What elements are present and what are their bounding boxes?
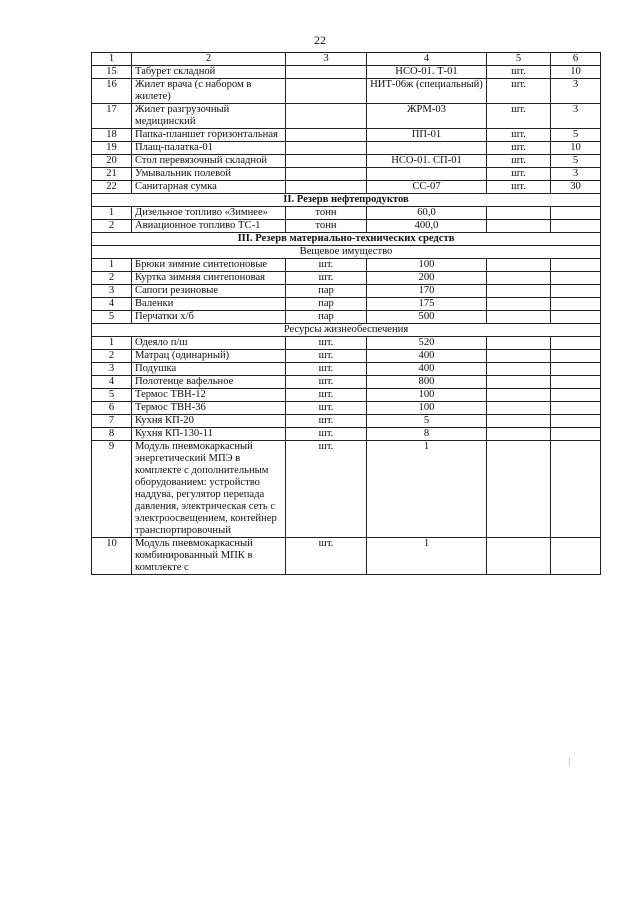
item-name: Термос ТВН-36: [132, 402, 286, 415]
quantity-cell: [551, 298, 601, 311]
table-row: [92, 337, 601, 350]
row-number: 1: [92, 259, 132, 272]
table-row: [92, 168, 601, 181]
model-or-amount-cell: 520: [367, 337, 487, 350]
section-heading-row: [92, 194, 601, 207]
quantity-cell: [551, 538, 601, 575]
model-or-amount-cell: 1: [367, 538, 487, 575]
unit-of-measure-cell: [487, 272, 551, 285]
item-name: Модуль пневмокаркасный энергетический МПЭ в комплекте с дополнительным оборудованием: устройство наддува, регулятор перепада давления, электрическая сеть с электроосвещением, контейнер транспортировочный: [132, 441, 286, 538]
unit-of-measure-cell: [487, 298, 551, 311]
model-or-amount-cell: 1: [367, 441, 487, 538]
header-cell: 4: [367, 53, 487, 66]
item-name: Плащ-палатка-01: [132, 142, 286, 155]
unit-cell: шт.: [286, 538, 367, 575]
unit-cell: шт.: [286, 259, 367, 272]
item-name: Табурет складной: [132, 66, 286, 79]
table-row: [92, 142, 601, 155]
unit-of-measure-cell: [487, 538, 551, 575]
quantity-cell: 10: [551, 66, 601, 79]
quantity-cell: 10: [551, 142, 601, 155]
quantity-cell: [551, 220, 601, 233]
model-or-amount-cell: [367, 142, 487, 155]
unit-of-measure-cell: [487, 441, 551, 538]
table-row: [92, 285, 601, 298]
unit-cell: пар: [286, 298, 367, 311]
table-row: [92, 363, 601, 376]
model-or-amount-cell: 400: [367, 350, 487, 363]
row-number: 18: [92, 129, 132, 142]
row-number: 8: [92, 428, 132, 441]
unit-cell: шт.: [286, 272, 367, 285]
model-or-amount-cell: 60,0: [367, 207, 487, 220]
unit-of-measure-cell: шт.: [487, 142, 551, 155]
quantity-cell: 3: [551, 168, 601, 181]
quantity-cell: [551, 402, 601, 415]
table-row: [92, 538, 601, 575]
unit-of-measure-cell: [487, 337, 551, 350]
unit-of-measure-cell: [487, 220, 551, 233]
unit-cell: шт.: [286, 428, 367, 441]
row-number: 17: [92, 104, 132, 129]
model-or-amount-cell: ЖРМ-03: [367, 104, 487, 129]
unit-of-measure-cell: шт.: [487, 181, 551, 194]
item-name: Брюки зимние синтепоновые: [132, 259, 286, 272]
unit-of-measure-cell: [487, 402, 551, 415]
unit-cell: шт.: [286, 415, 367, 428]
unit-of-measure-cell: [487, 415, 551, 428]
row-number: 1: [92, 337, 132, 350]
unit-cell: тонн: [286, 207, 367, 220]
model-or-amount-cell: 400,0: [367, 220, 487, 233]
row-number: 3: [92, 363, 132, 376]
row-number: 5: [92, 389, 132, 402]
model-or-amount-cell: 5: [367, 415, 487, 428]
item-name: Куртка зимняя синтепоновая: [132, 272, 286, 285]
table-row: [92, 155, 601, 168]
row-number: 4: [92, 298, 132, 311]
row-number: 6: [92, 402, 132, 415]
item-name: Перчатки х/б: [132, 311, 286, 324]
quantity-cell: [551, 207, 601, 220]
header-cell: 2: [132, 53, 286, 66]
item-name: Одеяло п/ш: [132, 337, 286, 350]
subsection-heading-row: [92, 246, 601, 259]
quantity-cell: 3: [551, 104, 601, 129]
quantity-cell: 3: [551, 79, 601, 104]
row-number: 2: [92, 220, 132, 233]
item-name: Умывальник полевой: [132, 168, 286, 181]
unit-cell: [286, 181, 367, 194]
unit-of-measure-cell: [487, 350, 551, 363]
table-row: [92, 129, 601, 142]
row-number: 22: [92, 181, 132, 194]
unit-cell: [286, 129, 367, 142]
unit-of-measure-cell: [487, 363, 551, 376]
quantity-cell: [551, 376, 601, 389]
model-or-amount-cell: СС-07: [367, 181, 487, 194]
unit-cell: шт.: [286, 389, 367, 402]
item-name: Термос ТВН-12: [132, 389, 286, 402]
row-number: 7: [92, 415, 132, 428]
quantity-cell: [551, 389, 601, 402]
table-row: [92, 350, 601, 363]
equipment-table: [91, 52, 601, 575]
item-name: Полотенце вафельное: [132, 376, 286, 389]
page-number: 22: [314, 33, 326, 47]
table-row: [92, 259, 601, 272]
unit-cell: пар: [286, 285, 367, 298]
item-name: Модуль пневмокаркасный комбинированный МПК в комплекте с: [132, 538, 286, 575]
unit-cell: пар: [286, 311, 367, 324]
table-row: [92, 389, 601, 402]
unit-of-measure-cell: шт.: [487, 66, 551, 79]
row-number: 1: [92, 207, 132, 220]
unit-of-measure-cell: [487, 311, 551, 324]
unit-cell: шт.: [286, 402, 367, 415]
unit-cell: шт.: [286, 441, 367, 538]
table-row: [92, 441, 601, 538]
scan-mark: ⁝: [568, 757, 571, 767]
model-or-amount-cell: 170: [367, 285, 487, 298]
quantity-cell: [551, 259, 601, 272]
item-name: Матрац (одинарный): [132, 350, 286, 363]
unit-of-measure-cell: шт.: [487, 104, 551, 129]
row-number: 9: [92, 441, 132, 538]
header-row: [92, 53, 601, 66]
item-name: Кухня КП-130-11: [132, 428, 286, 441]
quantity-cell: [551, 363, 601, 376]
subsection-heading: Вещевое имущество: [92, 246, 601, 259]
table-body: [92, 66, 601, 575]
row-number: 2: [92, 272, 132, 285]
unit-cell: [286, 155, 367, 168]
row-number: 16: [92, 79, 132, 104]
item-name: Жилет врача (с набором в жилете): [132, 79, 286, 104]
model-or-amount-cell: [367, 168, 487, 181]
unit-cell: [286, 104, 367, 129]
unit-cell: шт.: [286, 337, 367, 350]
unit-cell: [286, 79, 367, 104]
unit-cell: шт.: [286, 363, 367, 376]
table-row: [92, 79, 601, 104]
model-or-amount-cell: НИТ-06ж (специальный): [367, 79, 487, 104]
quantity-cell: [551, 415, 601, 428]
table-row: [92, 415, 601, 428]
model-or-amount-cell: 8: [367, 428, 487, 441]
quantity-cell: [551, 285, 601, 298]
quantity-cell: [551, 272, 601, 285]
header-cell: 5: [487, 53, 551, 66]
unit-cell: шт.: [286, 376, 367, 389]
unit-of-measure-cell: шт.: [487, 79, 551, 104]
row-number: 10: [92, 538, 132, 575]
model-or-amount-cell: 800: [367, 376, 487, 389]
item-name: Авиационное топливо ТС-1: [132, 220, 286, 233]
table-row: [92, 220, 601, 233]
unit-of-measure-cell: [487, 389, 551, 402]
model-or-amount-cell: НСО-01. СП-01: [367, 155, 487, 168]
unit-of-measure-cell: [487, 428, 551, 441]
model-or-amount-cell: НСО-01. Т-01: [367, 66, 487, 79]
item-name: Дизельное топливо «Зимнее»: [132, 207, 286, 220]
table-row: [92, 207, 601, 220]
model-or-amount-cell: 200: [367, 272, 487, 285]
model-or-amount-cell: ПП-01: [367, 129, 487, 142]
item-name: Сапоги резиновые: [132, 285, 286, 298]
quantity-cell: 5: [551, 129, 601, 142]
row-number: 21: [92, 168, 132, 181]
unit-cell: [286, 66, 367, 79]
quantity-cell: [551, 441, 601, 538]
unit-cell: [286, 168, 367, 181]
unit-of-measure-cell: [487, 259, 551, 272]
quantity-cell: 30: [551, 181, 601, 194]
unit-of-measure-cell: шт.: [487, 168, 551, 181]
row-number: 4: [92, 376, 132, 389]
model-or-amount-cell: 100: [367, 389, 487, 402]
quantity-cell: 5: [551, 155, 601, 168]
table-row: [92, 298, 601, 311]
quantity-cell: [551, 350, 601, 363]
table-row: [92, 181, 601, 194]
table-row: [92, 104, 601, 129]
quantity-cell: [551, 337, 601, 350]
header-cell: 1: [92, 53, 132, 66]
section-heading: III. Резерв материально-технических средств: [92, 233, 601, 246]
table-row: [92, 402, 601, 415]
header-cell: 3: [286, 53, 367, 66]
unit-cell: тонн: [286, 220, 367, 233]
model-or-amount-cell: 100: [367, 259, 487, 272]
item-name: Кухня КП-20: [132, 415, 286, 428]
unit-of-measure-cell: шт.: [487, 129, 551, 142]
section-heading: II. Резерв нефтепродуктов: [92, 194, 601, 207]
row-number: 15: [92, 66, 132, 79]
subsection-heading: Ресурсы жизнеобеспечения: [92, 324, 601, 337]
table-row: [92, 272, 601, 285]
unit-cell: [286, 142, 367, 155]
item-name: Жилет разгрузочный медицинский: [132, 104, 286, 129]
unit-of-measure-cell: [487, 285, 551, 298]
model-or-amount-cell: 100: [367, 402, 487, 415]
row-number: 2: [92, 350, 132, 363]
model-or-amount-cell: 175: [367, 298, 487, 311]
unit-of-measure-cell: [487, 207, 551, 220]
unit-of-measure-cell: [487, 376, 551, 389]
row-number: 5: [92, 311, 132, 324]
header-cell: 6: [551, 53, 601, 66]
quantity-cell: [551, 311, 601, 324]
subsection-heading-row: [92, 324, 601, 337]
item-name: Подушка: [132, 363, 286, 376]
row-number: 3: [92, 285, 132, 298]
table-row: [92, 376, 601, 389]
item-name: Санитарная сумка: [132, 181, 286, 194]
item-name: Стол перевязочный складной: [132, 155, 286, 168]
table-row: [92, 66, 601, 79]
unit-of-measure-cell: шт.: [487, 155, 551, 168]
table-row: [92, 428, 601, 441]
section-heading-row: [92, 233, 601, 246]
row-number: 20: [92, 155, 132, 168]
row-number: 19: [92, 142, 132, 155]
table-row: [92, 311, 601, 324]
item-name: Папка-планшет горизонтальная: [132, 129, 286, 142]
model-or-amount-cell: 400: [367, 363, 487, 376]
item-name: Валенки: [132, 298, 286, 311]
quantity-cell: [551, 428, 601, 441]
model-or-amount-cell: 500: [367, 311, 487, 324]
unit-cell: шт.: [286, 350, 367, 363]
